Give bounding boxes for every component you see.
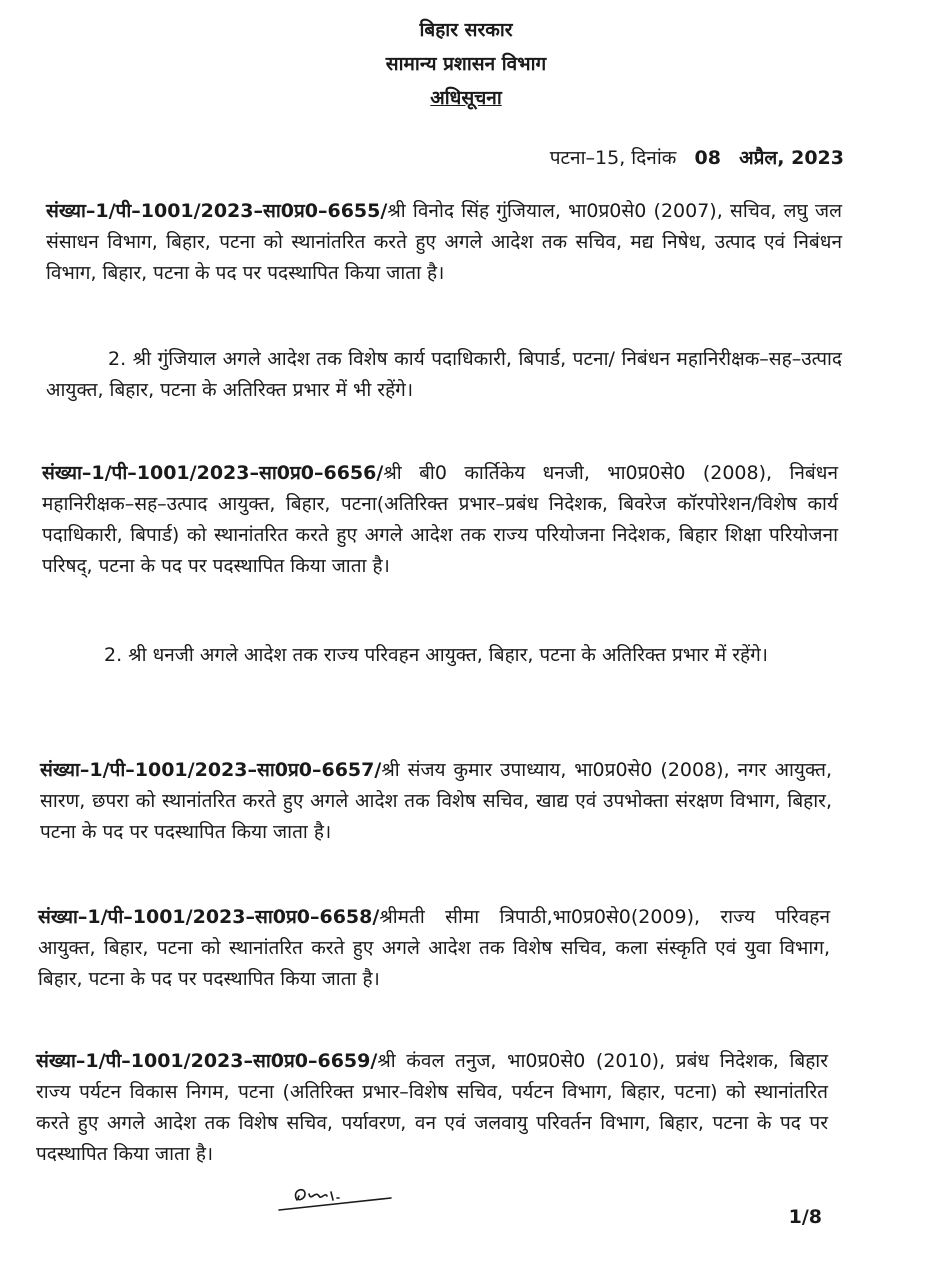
- order-reference: संख्या–1/पी–1001/2023–सा0प्र0–6655/: [46, 200, 388, 222]
- government-name: बिहार सरकार: [419, 19, 513, 41]
- order-reference: संख्या–1/पी–1001/2023–सा0प्र0–6658/: [38, 906, 380, 928]
- order-paragraph: [36, 1046, 828, 1170]
- order-paragraph: [46, 196, 842, 289]
- order-text: श्री विनोद सिंह गुंजियाल, भा0प्र0से0 (2007), सचिव, लघु जल संसाधन विभाग, बिहार, पटना को स्थानांतरित करते हुए अगले आदेश तक सचिव, मद्य निषेध, उत्पाद एवं निबंधन विभाग, बिहार, पटना के पद पर पदस्थापित किया जाता है।: [46, 200, 842, 284]
- order-text: श्री संजय कुमार उपाध्याय, भा0प्र0से0 (2008), नगर आयुक्त, सारण, छपरा को स्थानांतरित करते हुए अगले आदेश तक विशेष सचिव, खाद्य एवं उपभोक्ता संरक्षण विभाग, बिहार, पटना के पद पर पदस्थापित किया जाता है।: [40, 759, 832, 843]
- order-paragraph: [38, 902, 830, 995]
- notification-title: [0, 86, 932, 110]
- order-paragraph: [42, 458, 838, 582]
- notification-title-text: अधिसूचना: [430, 87, 502, 109]
- dateline-day: 08: [694, 147, 721, 169]
- order-sub-paragraph: 2. श्री धनजी अगले आदेश तक राज्य परिवहन आयुक्त, बिहार, पटना के अतिरिक्त प्रभार में रहेंगे।: [104, 644, 769, 666]
- order-text: श्री कंवल तनुज, भा0प्र0से0 (2010), प्रबंध निदेशक, बिहार राज्य पर्यटन विकास निगम, पटना (अतिरिक्त प्रभार–विशेष सचिव, पर्यटन विभाग, बिहार, पटना) को स्थानांतरित करते हुए अगले आदेश तक विशेष सचिव, पर्यावरण, वन एवं जलवायु परिवर्तन विभाग, बिहार, पटना के पद पर पदस्थापित किया जाता है।: [36, 1050, 828, 1165]
- order-text: श्री बी0 कार्तिकेय धनजी, भा0प्र0से0 (2008), निबंधन महानिरीक्षक–सह–उत्पाद आयुक्त, बिहार, पटना(अतिरिक्त प्रभार–प्रबंध निदेशक, बिवरेज कॉरपोरेशन/विशेष कार्य पदाधिकारी, बिपार्ड) को स्थानांतरित करते हुए अगले आदेश तक राज्य परियोजना निदेशक, बिहार शिक्षा परियोजना परिषद्, पटना के पद पर पदस्थापित किया जाता है।: [42, 462, 838, 577]
- order-reference: संख्या–1/पी–1001/2023–सा0प्र0–6656/: [42, 462, 384, 484]
- signature-mark: [275, 1180, 395, 1216]
- order-sub-paragraph: 2. श्री गुंजियाल अगले आदेश तक विशेष कार्य पदाधिकारी, बिपार्ड, पटना/ निबंधन महानिरीक्षक–सह–उत्पाद आयुक्त, बिहार, पटना के अतिरिक्त प्रभार में भी रहेंगे।: [46, 348, 842, 401]
- department-name: सामान्य प्रशासन विभाग: [385, 53, 547, 75]
- order-paragraph: [40, 755, 832, 848]
- page-number: 1/8: [788, 1206, 822, 1228]
- dateline-place: पटना–15, दिनांक: [549, 147, 677, 169]
- dateline: [550, 146, 844, 170]
- order-reference: संख्या–1/पी–1001/2023–सा0प्र0–6659/: [36, 1050, 378, 1072]
- order-reference: संख्या–1/पी–1001/2023–सा0प्र0–6657/: [40, 759, 382, 781]
- dateline-month-year: अप्रैल, 2023: [739, 147, 844, 169]
- order-text: श्रीमती सीमा त्रिपाठी,भा0प्र0से0(2009), राज्य परिवहन आयुक्त, बिहार, पटना को स्थानांतरित करते हुए अगले आदेश तक विशेष सचिव, कला संस्कृति एवं युवा विभाग, बिहार, पटना के पद पर पदस्थापित किया जाता है।: [38, 906, 830, 990]
